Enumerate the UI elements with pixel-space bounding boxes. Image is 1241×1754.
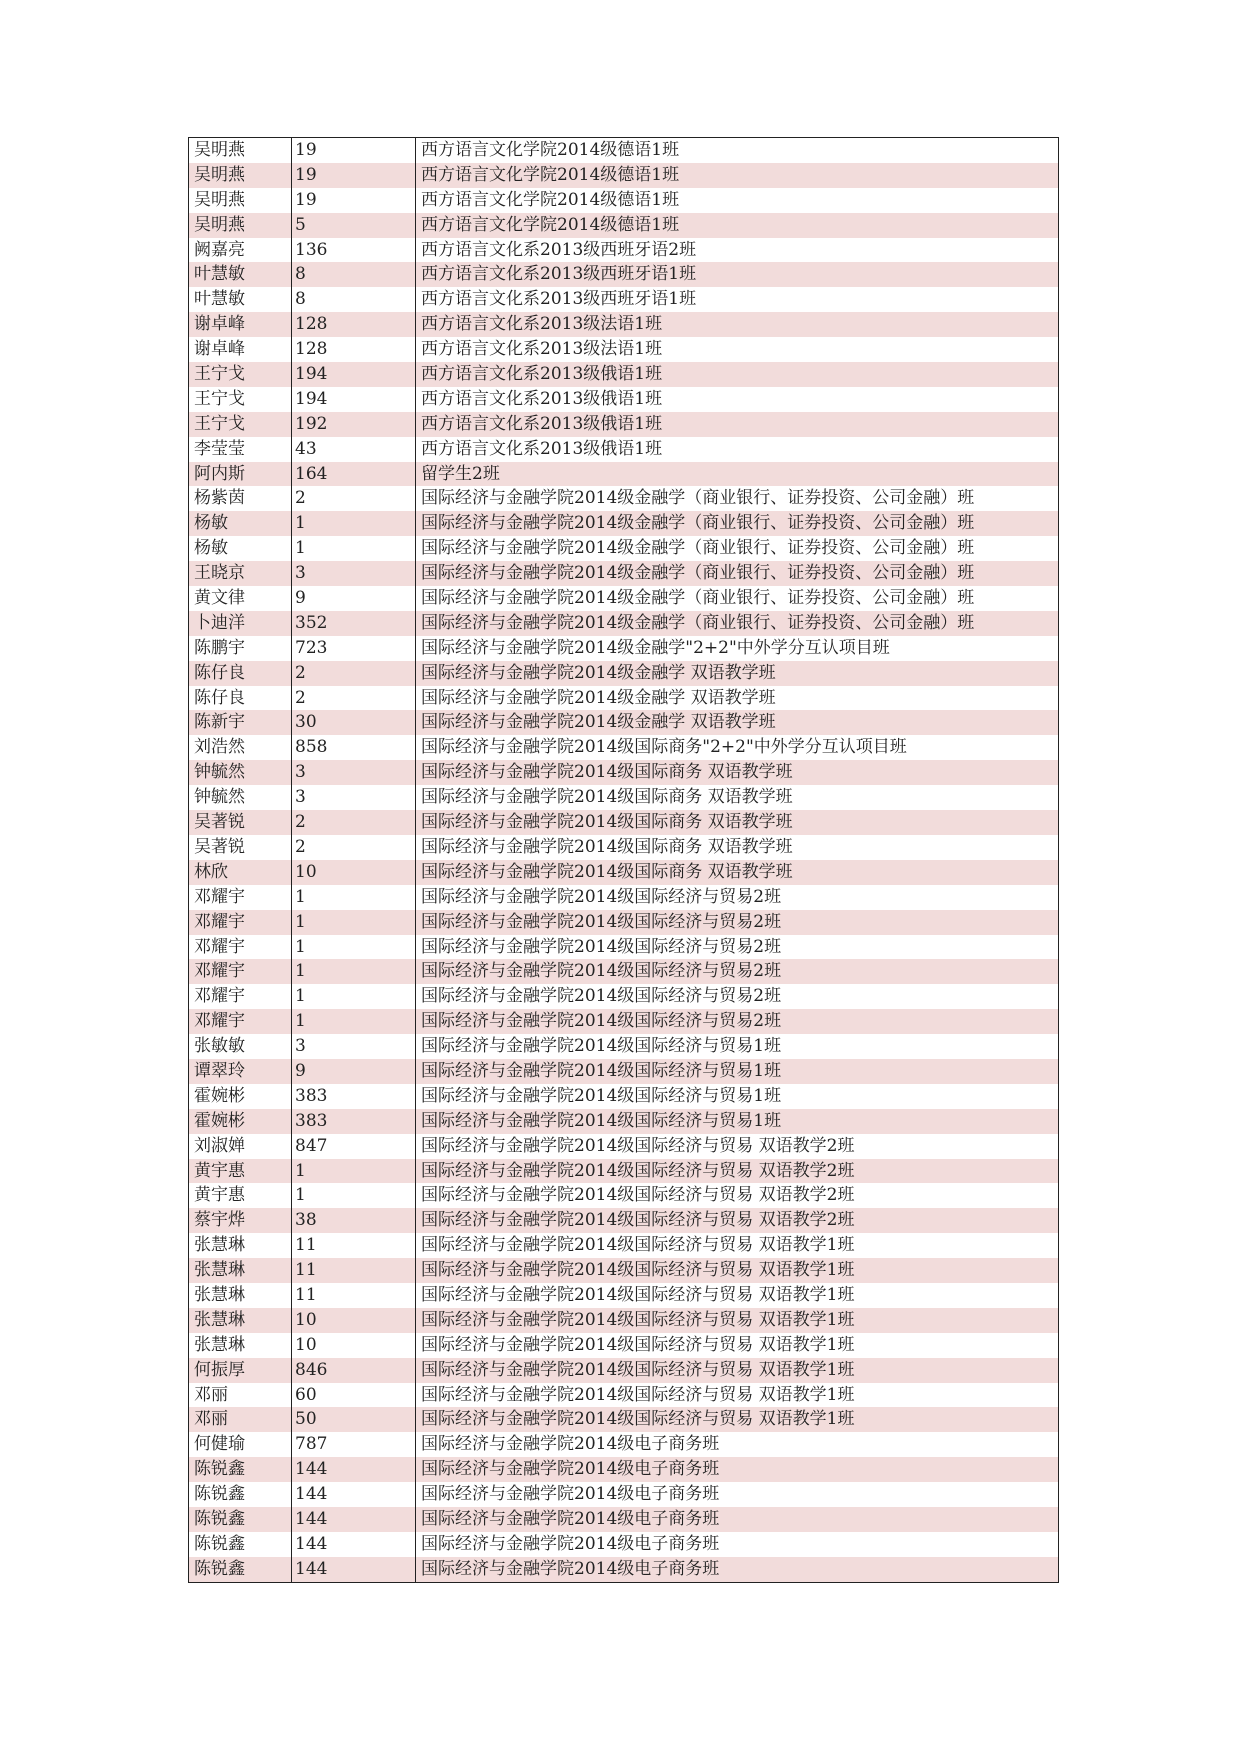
number-cell: 2 [292, 686, 416, 711]
table-row [189, 1383, 1058, 1408]
class-cell: 国际经济与金融学院2014级国际经济与贸易 双语教学1班 [421, 1334, 855, 1355]
name-cell: 李莹莹 [189, 437, 292, 462]
table-row [189, 561, 1058, 586]
name-cell: 张慧琳 [189, 1283, 292, 1308]
number-cell: 1 [292, 984, 416, 1009]
number-cell: 10 [292, 860, 416, 885]
class-cell: 国际经济与金融学院2014级电子商务班 [421, 1484, 720, 1505]
table-row [189, 860, 1058, 885]
name-cell: 陈新宇 [189, 710, 292, 735]
class-cell: 国际经济与金融学院2014级国际经济与贸易1班 [421, 1085, 782, 1106]
table-row [189, 1283, 1058, 1308]
table-row [189, 312, 1058, 337]
class-cell: 西方语言文化学院2014级德语1班 [421, 164, 680, 185]
table-row [189, 337, 1058, 362]
name-cell: 林欣 [189, 860, 292, 885]
class-cell: 国际经济与金融学院2014级电子商务班 [421, 1434, 720, 1455]
table-row [189, 412, 1058, 437]
table-row [189, 984, 1058, 1009]
number-cell: 194 [292, 362, 416, 387]
table-row [189, 686, 1058, 711]
name-cell: 何振厚 [189, 1358, 292, 1383]
table-row [189, 661, 1058, 686]
class-cell: 西方语言文化学院2014级德语1班 [421, 189, 680, 210]
name-cell: 黄宇惠 [189, 1183, 292, 1208]
class-cell: 国际经济与金融学院2014级金融学（商业银行、证券投资、公司金融）班 [421, 513, 975, 534]
number-cell: 30 [292, 710, 416, 735]
number-cell: 128 [292, 312, 416, 337]
number-cell: 2 [292, 835, 416, 860]
table-row [189, 287, 1058, 312]
table-row [189, 1308, 1058, 1333]
number-cell: 1 [292, 885, 416, 910]
name-cell: 陈仔良 [189, 661, 292, 686]
table-row [189, 910, 1058, 935]
class-cell: 西方语言文化学院2014级德语1班 [421, 140, 680, 160]
table-row [189, 163, 1058, 188]
table-row [189, 1358, 1058, 1383]
number-cell: 144 [292, 1532, 416, 1557]
number-cell: 1 [292, 1183, 416, 1208]
number-cell: 19 [292, 188, 416, 213]
number-cell: 144 [292, 1482, 416, 1507]
name-cell: 邓丽 [189, 1383, 292, 1408]
name-cell: 钟毓然 [189, 785, 292, 810]
table-row [189, 511, 1058, 536]
table-row [189, 835, 1058, 860]
class-cell: 西方语言文化系2013级俄语1班 [421, 388, 663, 409]
class-cell: 国际经济与金融学院2014级国际经济与贸易 双语教学2班 [421, 1185, 855, 1206]
name-cell: 张慧琳 [189, 1308, 292, 1333]
class-cell: 西方语言文化系2013级俄语1班 [421, 364, 663, 385]
class-cell: 国际经济与金融学院2014级电子商务班 [421, 1558, 720, 1579]
name-cell: 邓丽 [189, 1407, 292, 1432]
class-cell: 国际经济与金融学院2014级国际经济与贸易1班 [421, 1110, 782, 1131]
number-cell: 194 [292, 387, 416, 412]
class-cell: 国际经济与金融学院2014级金融学"2+2"中外学分互认项目班 [421, 637, 890, 658]
name-cell: 谢卓峰 [189, 312, 292, 337]
table-row [189, 959, 1058, 984]
class-cell: 国际经济与金融学院2014级电子商务班 [421, 1508, 720, 1529]
name-cell: 邓耀宇 [189, 1009, 292, 1034]
number-cell: 858 [292, 735, 416, 760]
number-cell: 352 [292, 611, 416, 636]
table-row [189, 1034, 1058, 1059]
class-cell: 西方语言文化系2013级西班牙语1班 [421, 264, 697, 285]
class-cell: 国际经济与金融学院2014级国际商务 双语教学班 [421, 861, 793, 882]
number-cell: 144 [292, 1507, 416, 1532]
class-cell: 西方语言文化学院2014级德语1班 [421, 214, 680, 235]
class-cell: 国际经济与金融学院2014级国际经济与贸易1班 [421, 1036, 782, 1057]
number-cell: 723 [292, 636, 416, 661]
name-cell: 张慧琳 [189, 1333, 292, 1358]
number-cell: 383 [292, 1084, 416, 1109]
name-cell: 陈锐鑫 [189, 1457, 292, 1482]
name-cell: 王宁戈 [189, 362, 292, 387]
table-row [189, 785, 1058, 810]
table-row [189, 1407, 1058, 1432]
class-cell: 国际经济与金融学院2014级国际商务 双语教学班 [421, 762, 793, 783]
class-cell: 国际经济与金融学院2014级国际经济与贸易 双语教学1班 [421, 1235, 855, 1256]
table-row [189, 1432, 1058, 1457]
number-cell: 10 [292, 1333, 416, 1358]
number-cell: 11 [292, 1258, 416, 1283]
name-cell: 吴著锐 [189, 810, 292, 835]
name-cell: 张敏敏 [189, 1034, 292, 1059]
name-cell: 陈仔良 [189, 686, 292, 711]
name-cell: 陈锐鑫 [189, 1557, 292, 1582]
class-cell: 国际经济与金融学院2014级国际经济与贸易 双语教学1班 [421, 1260, 855, 1281]
number-cell: 846 [292, 1358, 416, 1383]
class-cell: 国际经济与金融学院2014级金融学（商业银行、证券投资、公司金融）班 [421, 488, 975, 509]
name-cell: 何健瑜 [189, 1432, 292, 1457]
table-row [189, 437, 1058, 462]
class-cell: 国际经济与金融学院2014级国际商务 双语教学班 [421, 812, 793, 833]
table-row [189, 760, 1058, 785]
number-cell: 1 [292, 536, 416, 561]
name-cell: 张慧琳 [189, 1258, 292, 1283]
number-cell: 3 [292, 760, 416, 785]
class-cell: 国际经济与金融学院2014级国际经济与贸易2班 [421, 961, 782, 982]
number-cell: 2 [292, 486, 416, 511]
number-cell: 383 [292, 1109, 416, 1134]
number-cell: 1 [292, 935, 416, 960]
name-cell: 钟毓然 [189, 760, 292, 785]
table-row [189, 387, 1058, 412]
class-cell: 国际经济与金融学院2014级国际商务 双语教学班 [421, 836, 793, 857]
name-cell: 邓耀宇 [189, 959, 292, 984]
table-row [189, 1333, 1058, 1358]
number-cell: 9 [292, 1059, 416, 1084]
table-row [189, 1159, 1058, 1184]
class-cell: 国际经济与金融学院2014级金融学（商业银行、证券投资、公司金融）班 [421, 612, 975, 633]
class-cell: 国际经济与金融学院2014级国际经济与贸易2班 [421, 886, 782, 907]
table-row [189, 1507, 1058, 1532]
number-cell: 144 [292, 1457, 416, 1482]
name-cell: 黄文律 [189, 586, 292, 611]
class-cell: 国际经济与金融学院2014级金融学 双语教学班 [421, 687, 776, 708]
class-cell: 西方语言文化系2013级西班牙语1班 [421, 289, 697, 310]
number-cell: 164 [292, 462, 416, 487]
table-row [189, 1532, 1058, 1557]
name-cell: 杨紫茵 [189, 486, 292, 511]
table-row [189, 536, 1058, 561]
class-cell: 国际经济与金融学院2014级国际经济与贸易 双语教学2班 [421, 1210, 855, 1231]
class-cell: 西方语言文化系2013级西班牙语2班 [421, 239, 697, 260]
table-row [189, 1233, 1058, 1258]
class-cell: 国际经济与金融学院2014级国际经济与贸易2班 [421, 936, 782, 957]
name-cell: 刘浩然 [189, 735, 292, 760]
number-cell: 8 [292, 287, 416, 312]
name-cell: 杨敏 [189, 511, 292, 536]
number-cell: 787 [292, 1432, 416, 1457]
number-cell: 38 [292, 1208, 416, 1233]
class-cell: 国际经济与金融学院2014级国际经济与贸易 双语教学2班 [421, 1160, 855, 1181]
number-cell: 43 [292, 437, 416, 462]
table-row [189, 462, 1058, 487]
name-cell: 王宁戈 [189, 412, 292, 437]
name-cell: 王晓京 [189, 561, 292, 586]
name-cell: 张慧琳 [189, 1233, 292, 1258]
number-cell: 11 [292, 1233, 416, 1258]
class-cell: 国际经济与金融学院2014级电子商务班 [421, 1459, 720, 1480]
class-cell: 国际经济与金融学院2014级国际经济与贸易2班 [421, 986, 782, 1007]
table-row [189, 188, 1058, 213]
name-cell: 吴明燕 [189, 138, 292, 163]
name-cell: 陈鹏宇 [189, 636, 292, 661]
class-cell: 国际经济与金融学院2014级国际经济与贸易1班 [421, 1060, 782, 1081]
class-cell: 国际经济与金融学院2014级国际经济与贸易 双语教学1班 [421, 1359, 855, 1380]
number-cell: 11 [292, 1283, 416, 1308]
table-row [189, 1059, 1058, 1084]
number-cell: 3 [292, 1034, 416, 1059]
name-cell: 阿内斯 [189, 462, 292, 487]
table-row [189, 735, 1058, 760]
number-cell: 2 [292, 810, 416, 835]
table-row [189, 636, 1058, 661]
number-cell: 9 [292, 586, 416, 611]
number-cell: 19 [292, 163, 416, 188]
table-row [189, 1208, 1058, 1233]
table-row [189, 885, 1058, 910]
class-cell: 国际经济与金融学院2014级电子商务班 [421, 1533, 720, 1554]
table-row [189, 1258, 1058, 1283]
table-row [189, 262, 1058, 287]
table-row [189, 138, 1058, 163]
table-row [189, 1009, 1058, 1034]
class-cell: 国际经济与金融学院2014级金融学（商业银行、证券投资、公司金融）班 [421, 588, 975, 609]
table-row [189, 1183, 1058, 1208]
class-cell: 国际经济与金融学院2014级国际商务 双语教学班 [421, 787, 793, 808]
table-row [189, 1109, 1058, 1134]
table-row [189, 1457, 1058, 1482]
class-cell: 国际经济与金融学院2014级金融学（商业银行、证券投资、公司金融）班 [421, 538, 975, 559]
class-cell: 西方语言文化系2013级俄语1班 [421, 438, 663, 459]
number-cell: 50 [292, 1407, 416, 1432]
name-cell: 邓耀宇 [189, 935, 292, 960]
table-row [189, 1557, 1058, 1582]
name-cell: 邓耀宇 [189, 910, 292, 935]
number-cell: 1 [292, 959, 416, 984]
number-cell: 128 [292, 337, 416, 362]
table-row [189, 710, 1058, 735]
table-row [189, 1134, 1058, 1159]
name-cell: 吴著锐 [189, 835, 292, 860]
class-cell: 西方语言文化系2013级俄语1班 [421, 413, 663, 434]
table-row [189, 486, 1058, 511]
name-cell: 邓耀宇 [189, 984, 292, 1009]
class-cell: 国际经济与金融学院2014级国际经济与贸易2班 [421, 1011, 782, 1032]
name-cell: 陈锐鑫 [189, 1507, 292, 1532]
number-cell: 2 [292, 661, 416, 686]
number-cell: 1 [292, 1009, 416, 1034]
name-cell: 叶慧敏 [189, 262, 292, 287]
table-row [189, 362, 1058, 387]
class-cell: 国际经济与金融学院2014级国际商务"2+2"中外学分互认项目班 [421, 737, 907, 758]
number-cell: 5 [292, 213, 416, 238]
name-cell: 王宁戈 [189, 387, 292, 412]
name-cell: 阙嘉亮 [189, 238, 292, 263]
table-row [189, 213, 1058, 238]
number-cell: 3 [292, 561, 416, 586]
class-cell: 国际经济与金融学院2014级国际经济与贸易 双语教学1班 [421, 1384, 855, 1405]
name-cell: 邓耀宇 [189, 885, 292, 910]
class-cell: 国际经济与金融学院2014级国际经济与贸易 双语教学1班 [421, 1284, 855, 1305]
table-row [189, 238, 1058, 263]
class-cell: 国际经济与金融学院2014级国际经济与贸易 双语教学1班 [421, 1309, 855, 1330]
number-cell: 144 [292, 1557, 416, 1582]
class-cell: 国际经济与金融学院2014级金融学（商业银行、证券投资、公司金融）班 [421, 563, 975, 584]
name-cell: 霍婉彬 [189, 1109, 292, 1134]
name-cell: 刘淑婵 [189, 1134, 292, 1159]
name-cell: 吴明燕 [189, 188, 292, 213]
name-cell: 谢卓峰 [189, 337, 292, 362]
name-cell: 黄宇惠 [189, 1159, 292, 1184]
name-cell: 霍婉彬 [189, 1084, 292, 1109]
class-cell: 国际经济与金融学院2014级金融学 双语教学班 [421, 662, 776, 683]
number-cell: 60 [292, 1383, 416, 1408]
number-cell: 10 [292, 1308, 416, 1333]
table-row [189, 810, 1058, 835]
name-cell: 叶慧敏 [189, 287, 292, 312]
table-row [189, 1482, 1058, 1507]
name-cell: 蔡宇烨 [189, 1208, 292, 1233]
name-cell: 谭翠玲 [189, 1059, 292, 1084]
name-cell: 吴明燕 [189, 163, 292, 188]
number-cell: 8 [292, 262, 416, 287]
data-table [188, 137, 1059, 1583]
class-cell: 国际经济与金融学院2014级国际经济与贸易2班 [421, 911, 782, 932]
number-cell: 1 [292, 1159, 416, 1184]
name-cell: 陈锐鑫 [189, 1482, 292, 1507]
table-row [189, 935, 1058, 960]
table-row [189, 586, 1058, 611]
class-cell: 国际经济与金融学院2014级金融学 双语教学班 [421, 712, 776, 733]
number-cell: 192 [292, 412, 416, 437]
name-cell: 卜迪洋 [189, 611, 292, 636]
number-cell: 3 [292, 785, 416, 810]
name-cell: 陈锐鑫 [189, 1532, 292, 1557]
class-cell: 西方语言文化系2013级法语1班 [421, 339, 663, 360]
class-cell: 西方语言文化系2013级法语1班 [421, 314, 663, 335]
table-row [189, 1084, 1058, 1109]
class-cell: 留学生2班 [421, 463, 500, 484]
number-cell: 1 [292, 910, 416, 935]
class-cell: 国际经济与金融学院2014级国际经济与贸易 双语教学2班 [421, 1135, 855, 1156]
number-cell: 136 [292, 238, 416, 263]
number-cell: 847 [292, 1134, 416, 1159]
number-cell: 1 [292, 511, 416, 536]
name-cell: 吴明燕 [189, 213, 292, 238]
table-row [189, 611, 1058, 636]
class-cell: 国际经济与金融学院2014级国际经济与贸易 双语教学1班 [421, 1409, 855, 1430]
number-cell: 19 [292, 138, 416, 163]
name-cell: 杨敏 [189, 536, 292, 561]
